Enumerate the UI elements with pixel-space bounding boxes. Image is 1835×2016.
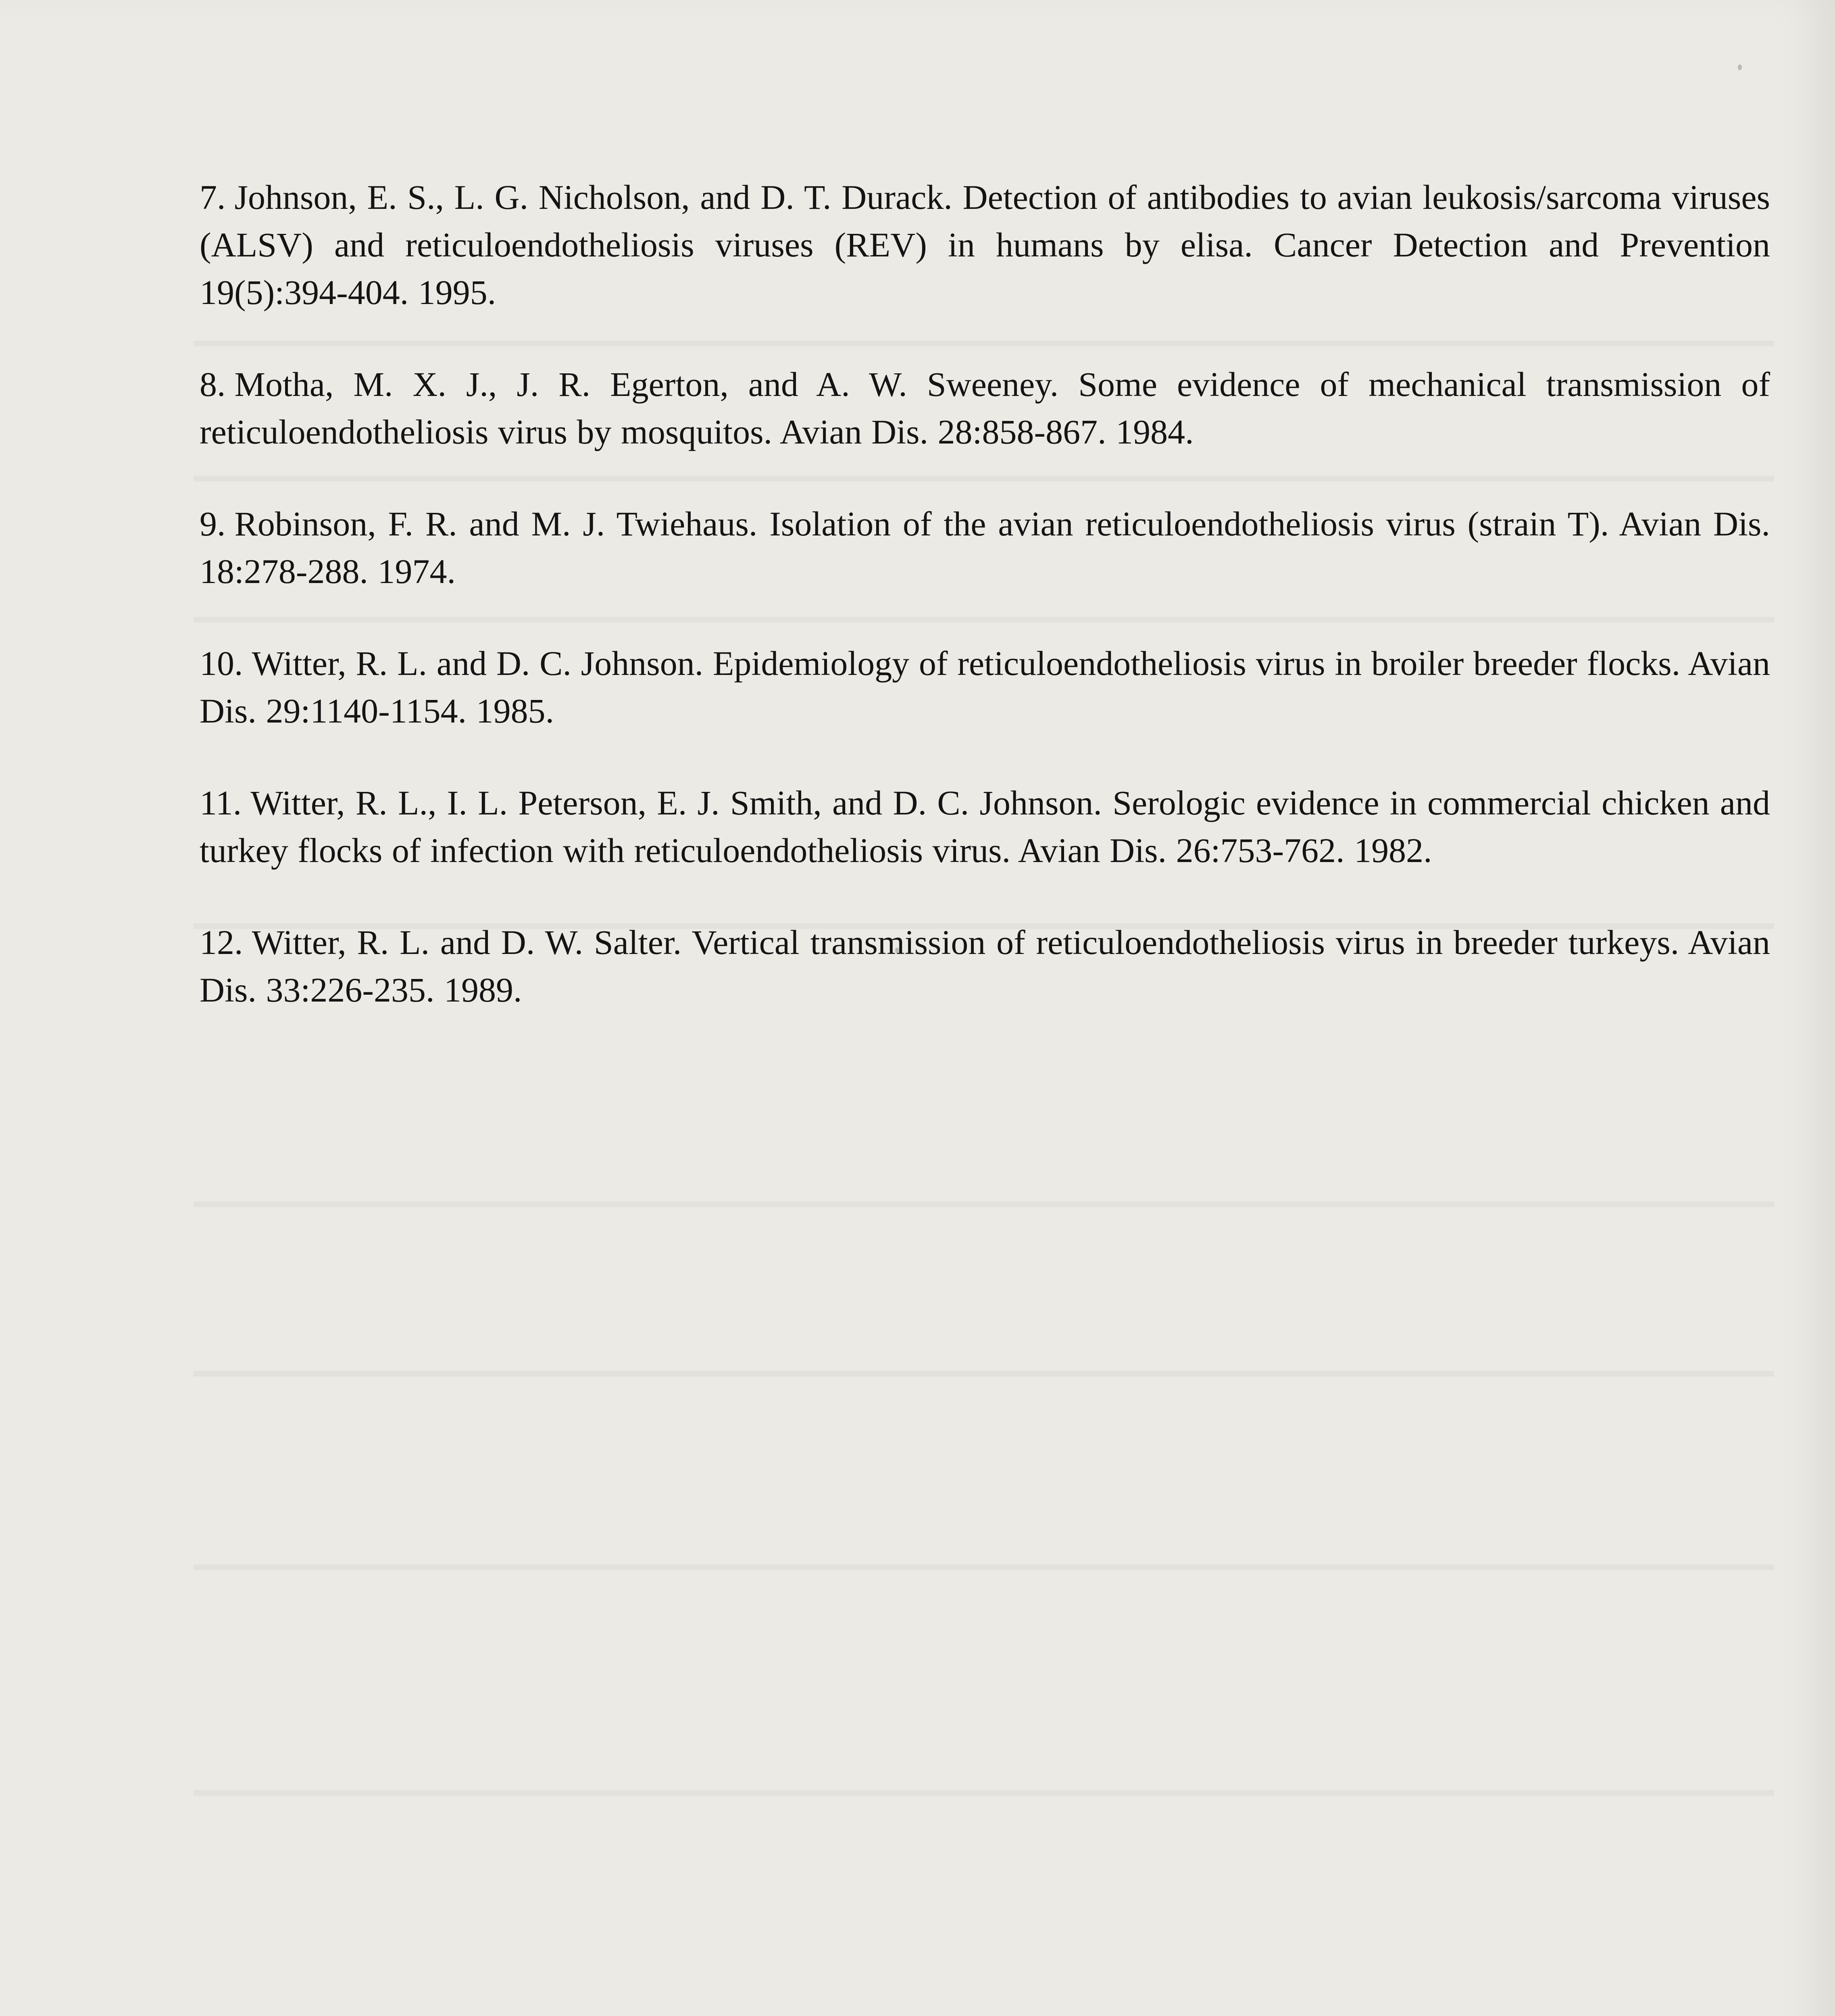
reference-item: [200, 918, 1770, 1014]
reference-item: [200, 500, 1770, 595]
reference-text: Witter, R. L., I. L. Peterson, E. J. Smith, and D. C. Johnson. Serologic evidence in commercial chicken and turkey flocks of infection with reticuloendotheliosis virus. Avian Dis. 26:753-762. 1982.: [200, 783, 1770, 870]
reference-number: 8.: [200, 365, 226, 404]
reference-text: Witter, R. L. and D. W. Salter. Vertical transmission of reticuloendotheliosis virus in breeder turkeys. Avian Dis. 33:226-235. 1989.: [200, 923, 1770, 1009]
reference-item: [200, 779, 1770, 874]
reference-text: Robinson, F. R. and M. J. Twiehaus. Isolation of the avian reticuloendotheliosis virus (strain T). Avian Dis. 18:278-288. 1974.: [200, 504, 1770, 591]
reference-text: Witter, R. L. and D. C. Johnson. Epidemiology of reticuloendotheliosis virus in broiler breeder flocks. Avian Dis. 29:1140-1154. 1985.: [200, 644, 1770, 730]
scan-speck: [1738, 65, 1742, 70]
bleed-through-texture: [194, 1790, 1774, 1796]
bleed-through-texture: [194, 1564, 1774, 1570]
reference-text: Johnson, E. S., L. G. Nicholson, and D. T. Durack. Detection of antibodies to avian leukosis/sarcoma viruses (ALSV) and reticuloendotheliosis viruses (REV) in humans by elisa. Cancer Detection and Prevention 19(5):394-404. 1995.: [200, 178, 1770, 312]
reference-item: [200, 639, 1770, 735]
reference-list: [200, 173, 1770, 1058]
reference-number: 12.: [200, 923, 243, 962]
reference-item: [200, 360, 1770, 456]
reference-text: Motha, M. X. J., J. R. Egerton, and A. W. Sweeney. Some evidence of mechanical transmission of reticuloendotheliosis virus by mosquitos. Avian Dis. 28:858-867. 1984.: [200, 365, 1770, 451]
reference-number: 11.: [200, 783, 242, 822]
bleed-through-texture: [194, 1371, 1774, 1377]
reference-item: [200, 173, 1770, 316]
reference-number: 10.: [200, 644, 243, 683]
reference-number: 7.: [200, 178, 226, 217]
reference-number: 9.: [200, 504, 226, 543]
bleed-through-texture: [194, 1202, 1774, 1207]
